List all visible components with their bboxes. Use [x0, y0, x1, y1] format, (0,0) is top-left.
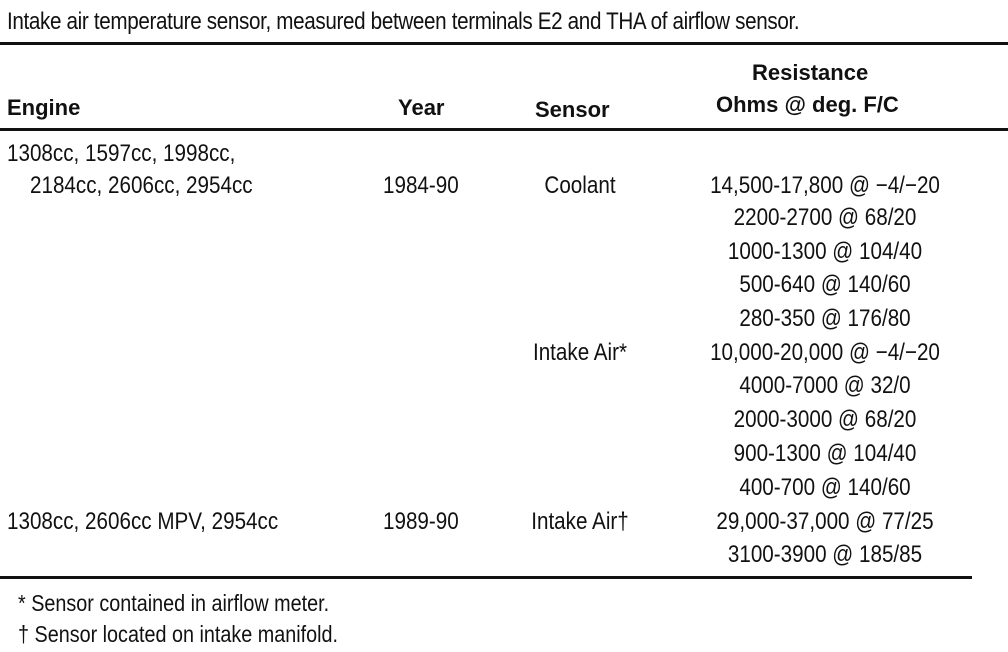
header-resistance-units: Ohms @ deg. F/C: [716, 92, 899, 117]
row1-intake-value: 900-1300 @ 104/40: [733, 440, 917, 467]
header-engine: Engine: [7, 95, 81, 120]
row1-sensor-intake-air: Intake Air*: [532, 339, 628, 366]
header-year: Year: [398, 95, 445, 120]
row1-engine-line1: 1308cc, 1597cc, 1998cc,: [7, 140, 236, 167]
row1-intake-value: 4000-7000 @ 32/0: [739, 372, 911, 399]
row1-coolant-value: 14,500-17,800 @ −4/−20: [710, 172, 940, 199]
row1-intake-value: 2000-3000 @ 68/20: [733, 406, 917, 433]
row1-coolant-value: 500-640 @ 140/60: [739, 271, 911, 298]
table-caption: Intake air temperature sensor, measured between terminals E2 and THA of airflow sensor.: [7, 8, 800, 35]
row2-sensor-intake-air: Intake Air†: [531, 508, 629, 535]
top-rule: [0, 42, 1008, 45]
footnote-asterisk: * Sensor contained in airflow meter.: [18, 590, 330, 616]
header-rule: [0, 128, 1008, 131]
row1-coolant-value: 2200-2700 @ 68/20: [733, 204, 917, 231]
bottom-rule: [0, 576, 972, 579]
footnote-dagger: † Sensor located on intake manifold.: [18, 621, 338, 647]
row1-coolant-value: 1000-1300 @ 104/40: [727, 238, 923, 265]
header-sensor: Sensor: [535, 97, 610, 122]
row2-engine: 1308cc, 2606cc MPV, 2954cc: [7, 508, 279, 535]
row1-engine-line2: 2184cc, 2606cc, 2954cc: [30, 172, 253, 199]
row1-intake-value: 10,000-20,000 @ −4/−20: [710, 339, 940, 366]
row2-intake-value: 3100-3900 @ 185/85: [727, 541, 923, 568]
row2-intake-value: 29,000-37,000 @ 77/25: [716, 508, 934, 535]
row2-year: 1989-90: [383, 508, 459, 535]
header-resistance: Resistance: [752, 60, 869, 85]
row1-sensor-coolant: Coolant: [544, 172, 616, 199]
row1-year: 1984-90: [383, 172, 459, 199]
row1-intake-value: 400-700 @ 140/60: [739, 474, 911, 501]
row1-coolant-value: 280-350 @ 176/80: [739, 305, 911, 332]
